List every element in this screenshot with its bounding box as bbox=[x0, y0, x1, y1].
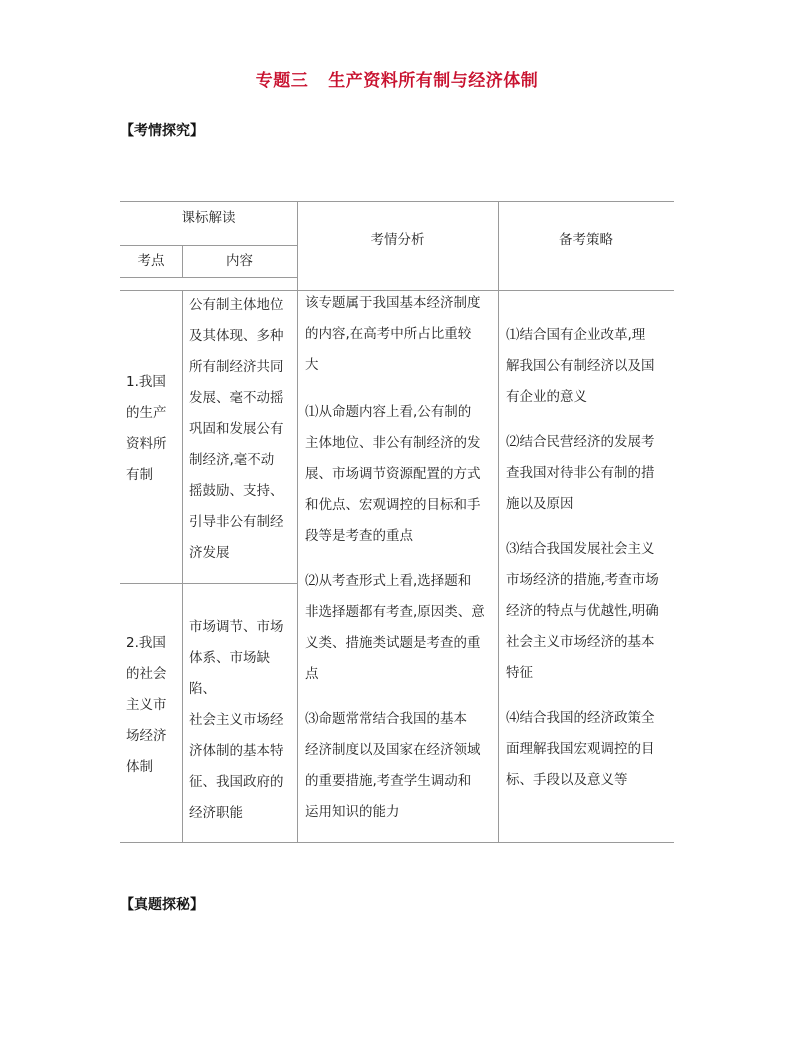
analysis-para-2: ⑵从考查形式上看,选择题和 非选择题都有考查,原因类、意 义类、措施类试题是考查的重 点 bbox=[305, 573, 485, 682]
row-2-kaodian: 2.我国 的社会 主义市 场经济 体制 bbox=[126, 635, 167, 775]
header-analysis: 考情分析 bbox=[370, 232, 425, 248]
analysis-para-1: ⑴从命题内容上看,公有制的 主体地位、非公有制经济的发 展、市场调节资源配置的方式 和优点、宏观调控的目标和手 段等是考查的重点 bbox=[305, 404, 481, 544]
row-1-kaodian: 1.我国 的生产 资料所 有制 bbox=[126, 374, 167, 483]
analysis-para-3: ⑶命题常常结合我国的基本 经济制度以及国家在经济领域 的重要措施,考查学生调动和 运用知识的能力 bbox=[305, 711, 481, 820]
table-vline-3 bbox=[498, 201, 499, 842]
header-kebiao: 课标解读 bbox=[181, 210, 236, 226]
table-vline-1 bbox=[182, 290, 183, 842]
row-1-neirong: 公有制主体地位 及其体现、多种 所有制经济共同 发展、毫不动摇 巩固和发展公有 制经济,毫不动 摇鼓励、支持、 引导非公有制经 济发展 bbox=[189, 297, 284, 561]
table-border-bottom bbox=[120, 842, 674, 843]
row-2-neirong: 市场调节、市场 体系、市场缺陷、 社会主义市场经 济体制的基本特 征、我国政府的 经济职能 bbox=[189, 619, 284, 821]
strategy-para-3: ⑷结合我国的经济政策全 面理解我国宏观调控的目 标、手段以及意义等 bbox=[506, 710, 655, 788]
table-row-divider bbox=[120, 583, 297, 584]
header-neirong: 内容 bbox=[226, 253, 253, 269]
page-title bbox=[0, 66, 794, 91]
title-part-1: 专题三 bbox=[255, 71, 309, 91]
section-heading-zhenti: 【真题探秘】 bbox=[120, 897, 204, 913]
section-heading-kaoqing: 【考情探究】 bbox=[120, 123, 204, 139]
table-subheader-line bbox=[120, 245, 297, 246]
table-border-top bbox=[120, 201, 674, 202]
table-vline-2 bbox=[297, 201, 298, 842]
strategy-para-2: ⑶结合我国发展社会主义 市场经济的措施,考查市场 经济的特点与优越性,明确 社会主义市场经济的基本 特征 bbox=[506, 541, 659, 681]
table-header-bottom-left bbox=[120, 277, 297, 278]
header-strategy: 备考策略 bbox=[559, 232, 613, 248]
title-part-2: 生产资料所有制与经济体制 bbox=[328, 71, 539, 91]
analysis-para-0: 该专题属于我国基本经济制度 的内容,在高考中所占比重较 大 bbox=[305, 295, 481, 373]
strategy-para-0: ⑴结合国有企业改革,理 解我国公有制经济以及国 有企业的意义 bbox=[506, 327, 655, 405]
strategy-para-1: ⑵结合民营经济的发展考 查我国对待非公有制的措 施以及原因 bbox=[506, 434, 655, 512]
header-kaodian: 考点 bbox=[137, 253, 165, 269]
